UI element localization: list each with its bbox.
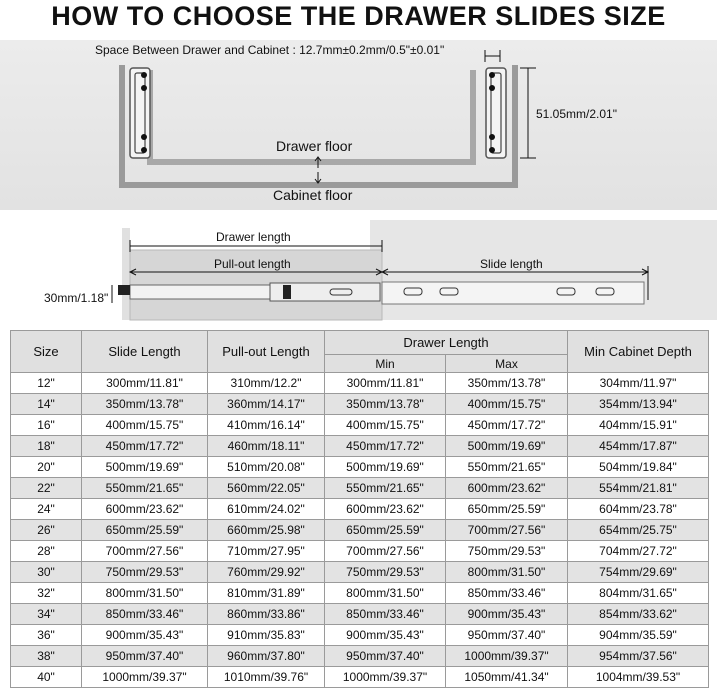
slide-length-cell: 850mm/33.46" (82, 604, 208, 625)
slide-length-cell: 350mm/13.78" (82, 394, 208, 415)
pullout-length-cell: 960mm/37.80" (208, 646, 325, 667)
min-cabinet-depth-cell: 504mm/19.84" (568, 457, 709, 478)
drawer-length-label: Drawer length (216, 230, 291, 244)
drawer-min-cell: 650mm/25.59" (325, 520, 446, 541)
drawer-min-cell: 500mm/19.69" (325, 457, 446, 478)
header-slide-length: Slide Length (82, 331, 208, 373)
drawer-min-cell: 600mm/23.62" (325, 499, 446, 520)
size-cell: 32" (11, 583, 82, 604)
min-cabinet-depth-cell: 554mm/21.81" (568, 478, 709, 499)
table-row (11, 520, 709, 541)
table-row (11, 436, 709, 457)
pullout-length-cell: 760mm/29.92" (208, 562, 325, 583)
min-cabinet-depth-cell: 754mm/29.69" (568, 562, 709, 583)
min-cabinet-depth-cell: 304mm/11.97" (568, 373, 709, 394)
slide-length-cell: 1000mm/39.37" (82, 667, 208, 688)
drawer-min-cell: 350mm/13.78" (325, 394, 446, 415)
size-cell: 18" (11, 436, 82, 457)
header-min: Min (325, 355, 446, 373)
table-row (11, 394, 709, 415)
drawer-max-cell: 400mm/15.75" (446, 394, 568, 415)
drawer-min-cell: 550mm/21.65" (325, 478, 446, 499)
min-cabinet-depth-cell: 404mm/15.91" (568, 415, 709, 436)
size-cell: 16" (11, 415, 82, 436)
header-max: Max (446, 355, 568, 373)
pullout-length-cell: 510mm/20.08" (208, 457, 325, 478)
slide-length-cell: 400mm/15.75" (82, 415, 208, 436)
min-cabinet-depth-cell: 604mm/23.78" (568, 499, 709, 520)
pullout-length-cell: 810mm/31.89" (208, 583, 325, 604)
min-cabinet-depth-cell: 354mm/13.94" (568, 394, 709, 415)
slide-length-cell: 700mm/27.56" (82, 541, 208, 562)
size-cell: 30" (11, 562, 82, 583)
slide-thickness-label: 30mm/1.18" (44, 291, 109, 305)
table-row (11, 562, 709, 583)
drawer-max-cell: 350mm/13.78" (446, 373, 568, 394)
pullout-length-cell: 660mm/25.98" (208, 520, 325, 541)
table-row (11, 499, 709, 520)
size-cell: 22" (11, 478, 82, 499)
slide-length-cell: 750mm/29.53" (82, 562, 208, 583)
slide-height-label: 51.05mm/2.01" (536, 107, 617, 121)
table-row (11, 457, 709, 478)
pullout-length-label: Pull-out length (214, 257, 291, 271)
header-drawer-length: Drawer Length (325, 331, 568, 355)
slide-length-label: Slide length (480, 257, 543, 271)
slide-length-cell: 650mm/25.59" (82, 520, 208, 541)
drawer-min-cell: 950mm/37.40" (325, 646, 446, 667)
table-row (11, 583, 709, 604)
right-slide-profile (486, 68, 506, 158)
page-title: HOW TO CHOOSE THE DRAWER SLIDES SIZE (51, 1, 666, 31)
slide-length-cell: 800mm/31.50" (82, 583, 208, 604)
side-view-diagram (0, 212, 717, 328)
left-slide-profile (130, 68, 150, 158)
cross-section-diagram (0, 36, 717, 210)
drawer-max-cell: 800mm/31.50" (446, 562, 568, 583)
min-cabinet-depth-cell: 954mm/37.56" (568, 646, 709, 667)
table-body (11, 373, 709, 688)
min-cabinet-depth-cell: 704mm/27.72" (568, 541, 709, 562)
table-row (11, 667, 709, 688)
cabinet-floor-label: Cabinet floor (273, 187, 353, 203)
size-cell: 12" (11, 373, 82, 394)
min-cabinet-depth-cell: 1004mm/39.53" (568, 667, 709, 688)
size-cell: 24" (11, 499, 82, 520)
table-row (11, 604, 709, 625)
size-cell: 40" (11, 667, 82, 688)
table-row (11, 646, 709, 667)
drawer-max-cell: 450mm/17.72" (446, 415, 568, 436)
drawer-max-cell: 1050mm/41.34" (446, 667, 568, 688)
size-cell: 28" (11, 541, 82, 562)
table-row (11, 478, 709, 499)
spacing-label: Space Between Drawer and Cabinet : 12.7mm±0.2mm/0.5"±0.01" (95, 43, 445, 57)
pullout-length-cell: 910mm/35.83" (208, 625, 325, 646)
size-cell: 34" (11, 604, 82, 625)
slide-length-cell: 450mm/17.72" (82, 436, 208, 457)
min-cabinet-depth-cell: 804mm/31.65" (568, 583, 709, 604)
drawer-max-cell: 1000mm/39.37" (446, 646, 568, 667)
drawer-min-cell: 900mm/35.43" (325, 625, 446, 646)
slide-length-cell: 900mm/35.43" (82, 625, 208, 646)
pullout-length-cell: 610mm/24.02" (208, 499, 325, 520)
min-cabinet-depth-cell: 904mm/35.59" (568, 625, 709, 646)
slide-length-cell: 950mm/37.40" (82, 646, 208, 667)
drawer-max-cell: 550mm/21.65" (446, 457, 568, 478)
size-cell: 38" (11, 646, 82, 667)
drawer-min-cell: 1000mm/39.37" (325, 667, 446, 688)
size-table (10, 330, 709, 688)
drawer-floor-label: Drawer floor (276, 138, 353, 154)
drawer-max-cell: 600mm/23.62" (446, 478, 568, 499)
drawer-max-cell: 850mm/33.46" (446, 583, 568, 604)
size-cell: 20" (11, 457, 82, 478)
drawer-min-cell: 300mm/11.81" (325, 373, 446, 394)
drawer-min-cell: 850mm/33.46" (325, 604, 446, 625)
pullout-length-cell: 560mm/22.05" (208, 478, 325, 499)
header-pullout-length: Pull-out Length (208, 331, 325, 373)
drawer-min-cell: 400mm/15.75" (325, 415, 446, 436)
size-cell: 14" (11, 394, 82, 415)
size-cell: 36" (11, 625, 82, 646)
table-row (11, 541, 709, 562)
slide-length-cell: 300mm/11.81" (82, 373, 208, 394)
min-cabinet-depth-cell: 654mm/25.75" (568, 520, 709, 541)
pullout-length-cell: 410mm/16.14" (208, 415, 325, 436)
header-size: Size (11, 331, 82, 373)
drawer-max-cell: 950mm/37.40" (446, 625, 568, 646)
pullout-length-cell: 1010mm/39.76" (208, 667, 325, 688)
header-min-cabinet-depth: Min Cabinet Depth (568, 331, 709, 373)
pullout-length-cell: 860mm/33.86" (208, 604, 325, 625)
drawer-min-cell: 750mm/29.53" (325, 562, 446, 583)
min-cabinet-depth-cell: 854mm/33.62" (568, 604, 709, 625)
drawer-max-cell: 750mm/29.53" (446, 541, 568, 562)
drawer-max-cell: 900mm/35.43" (446, 604, 568, 625)
pullout-length-cell: 360mm/14.17" (208, 394, 325, 415)
slide-length-cell: 500mm/19.69" (82, 457, 208, 478)
table-row (11, 373, 709, 394)
size-cell: 26" (11, 520, 82, 541)
table-row (11, 415, 709, 436)
drawer-min-cell: 800mm/31.50" (325, 583, 446, 604)
table-row (11, 625, 709, 646)
drawer-max-cell: 500mm/19.69" (446, 436, 568, 457)
drawer-min-cell: 700mm/27.56" (325, 541, 446, 562)
pullout-length-cell: 710mm/27.95" (208, 541, 325, 562)
min-cabinet-depth-cell: 454mm/17.87" (568, 436, 709, 457)
pullout-length-cell: 310mm/12.2" (208, 373, 325, 394)
slide-length-cell: 600mm/23.62" (82, 499, 208, 520)
drawer-max-cell: 650mm/25.59" (446, 499, 568, 520)
drawer-max-cell: 700mm/27.56" (446, 520, 568, 541)
pullout-length-cell: 460mm/18.11" (208, 436, 325, 457)
drawer-min-cell: 450mm/17.72" (325, 436, 446, 457)
slide-length-cell: 550mm/21.65" (82, 478, 208, 499)
